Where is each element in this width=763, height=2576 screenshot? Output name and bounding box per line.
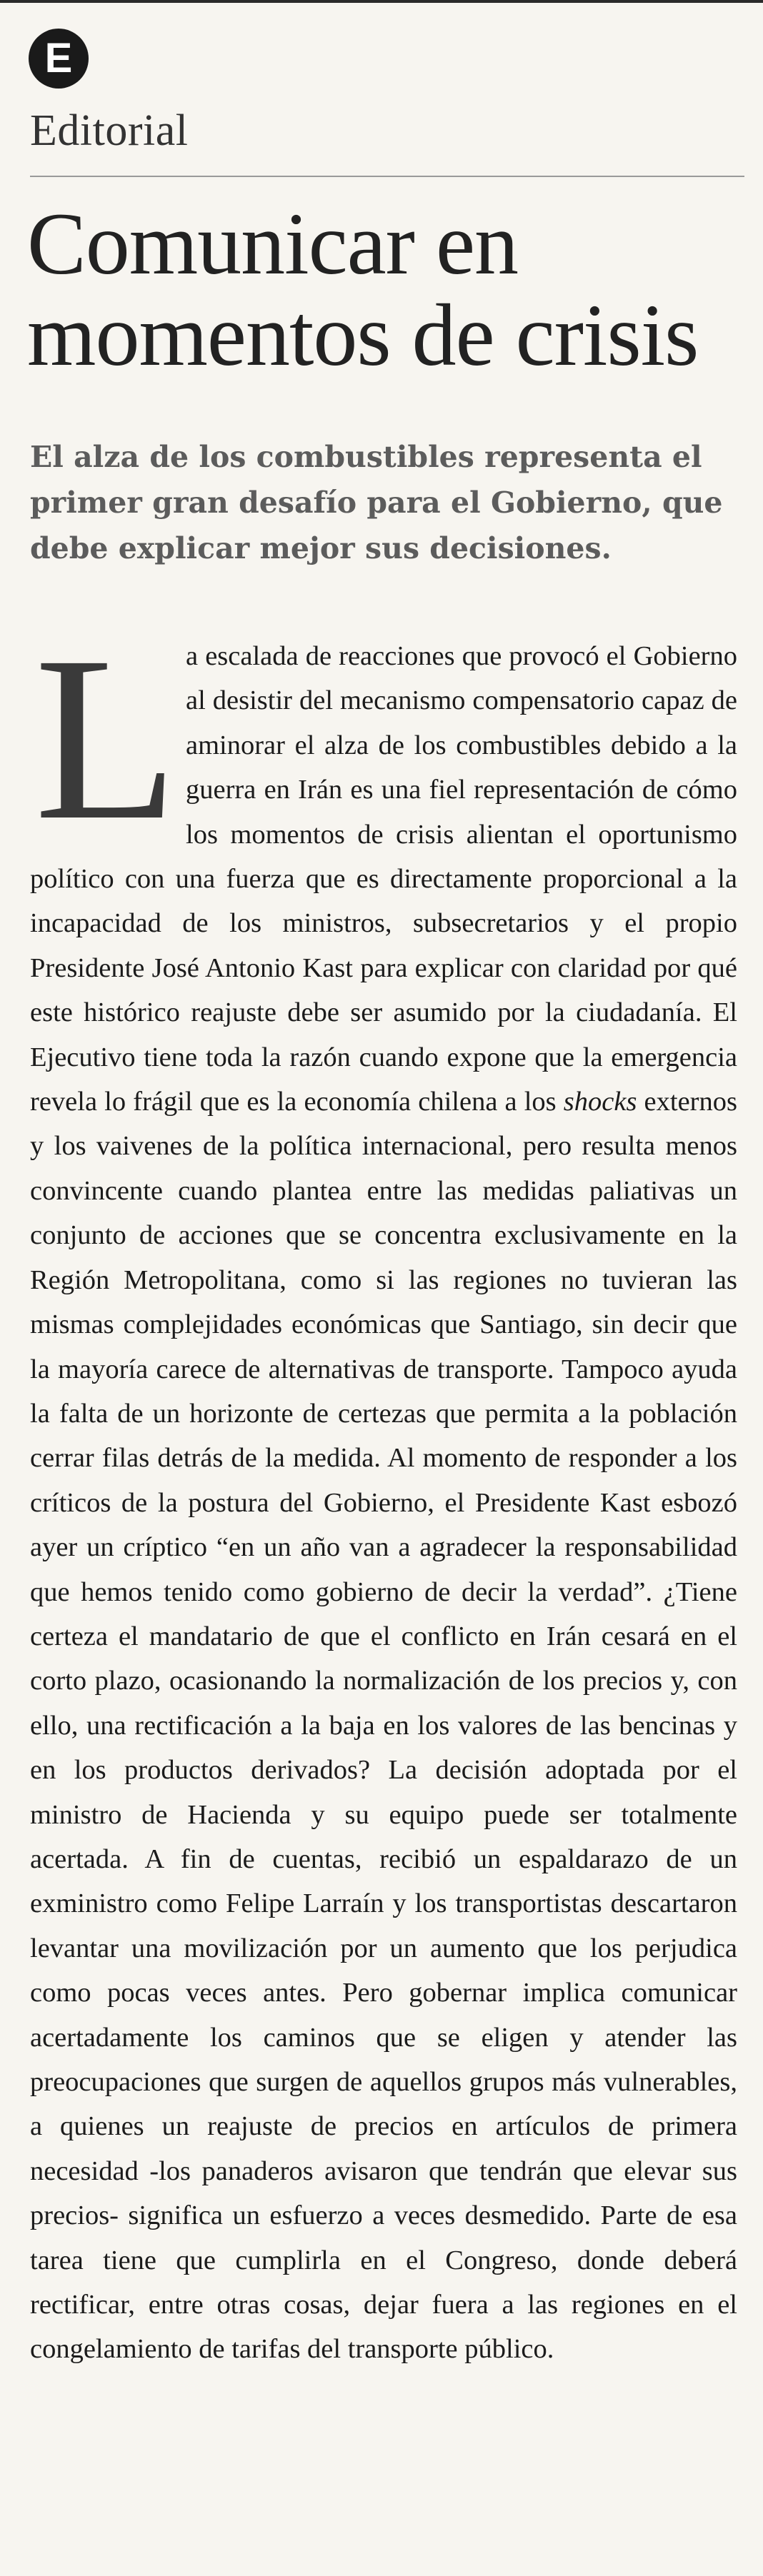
article-title: Comunicar en momentos de crisis [27,195,699,384]
editorial-badge-icon: E [29,29,89,89]
section-label: Editorial [30,106,189,155]
article-body [30,608,737,2547]
body-text-italic: shocks [563,1087,637,1117]
article-lead: El alza de los combustibles representa el primer gran desafío para el Gobierno, que debe explicar mejor sus decisiones. [30,440,723,565]
body-text-part-2: externos y los vaivenes de la política internacional, pero resulta menos convincente cuando plantea entre las medidas paliativas un conjunto de acciones que se concentra exclusivamente en la Región Metropolitana, como si las regiones no tuvieran las mismas complejidades económicas que Santiago, sin decir que la mayoría carece de alternativas de transporte. Tampoco ayuda la falta de un horizonte de certezas que permita a la población cerrar filas detrás de la medida. Al momento de responder a los críticos de la postura del Gobierno, el Presidente Kast esbozó ayer un críptico “en un año van a agradecer la responsabilidad que hemos tenido como gobierno de decir la verdad”. ¿Tiene certeza el mandatario de que el conflicto en Irán cesará en el corto plazo, ocasionando la normalización de los precios y, con ello, una rectificación a la baja en los valores de las bencinas y en los productos derivados? La decisión adoptada por el ministro de Hacienda y su equipo puede ser totalmente acertada. A fin de cuentas, recibió un espaldarazo de un exministro como Felipe Larraín y los transportistas descartaron levantar una movilización por un aumento que los perjudica como pocas veces antes. Pero gobernar implica comunicar acertadamente los caminos que se eligen y atender las preocupaciones que surgen de aquellos grupos más vulnerables, a quienes un reajuste de precios en artículos de primera necesidad -los panaderos avisaron que tendrán que elevar sus precios- significa un esfuerzo a veces desmedido. Parte de esa tarea tiene que cumplirla en el Congreso, donde deberá rectificar, entre otras cosas, dejar fuera a las regiones en el congelamiento de tarifas del transporte público. [30,1087,737,2365]
drop-cap: L [34,608,179,869]
top-rule [0,0,763,3]
section-divider [30,176,744,177]
body-text-part-1: a escalada de reacciones que provocó el Gobierno al desistir del mecanismo compensatorio capaz de aminorar el alza de los combustibles debido a la guerra en Irán es una fiel representación de cómo los momentos de crisis alientan el oportunismo político con una fuerza que es directamente proporcional a la incapacidad de los ministros, subsecretarios y el propio Presidente José Antonio Kast para explicar con claridad por qué este histórico reajuste debe ser asumido por la ciudadanía. El Ejecutivo tiene toda la razón cuando expone que la emergencia revela lo frágil que es la economía chilena a los [30,641,737,1117]
